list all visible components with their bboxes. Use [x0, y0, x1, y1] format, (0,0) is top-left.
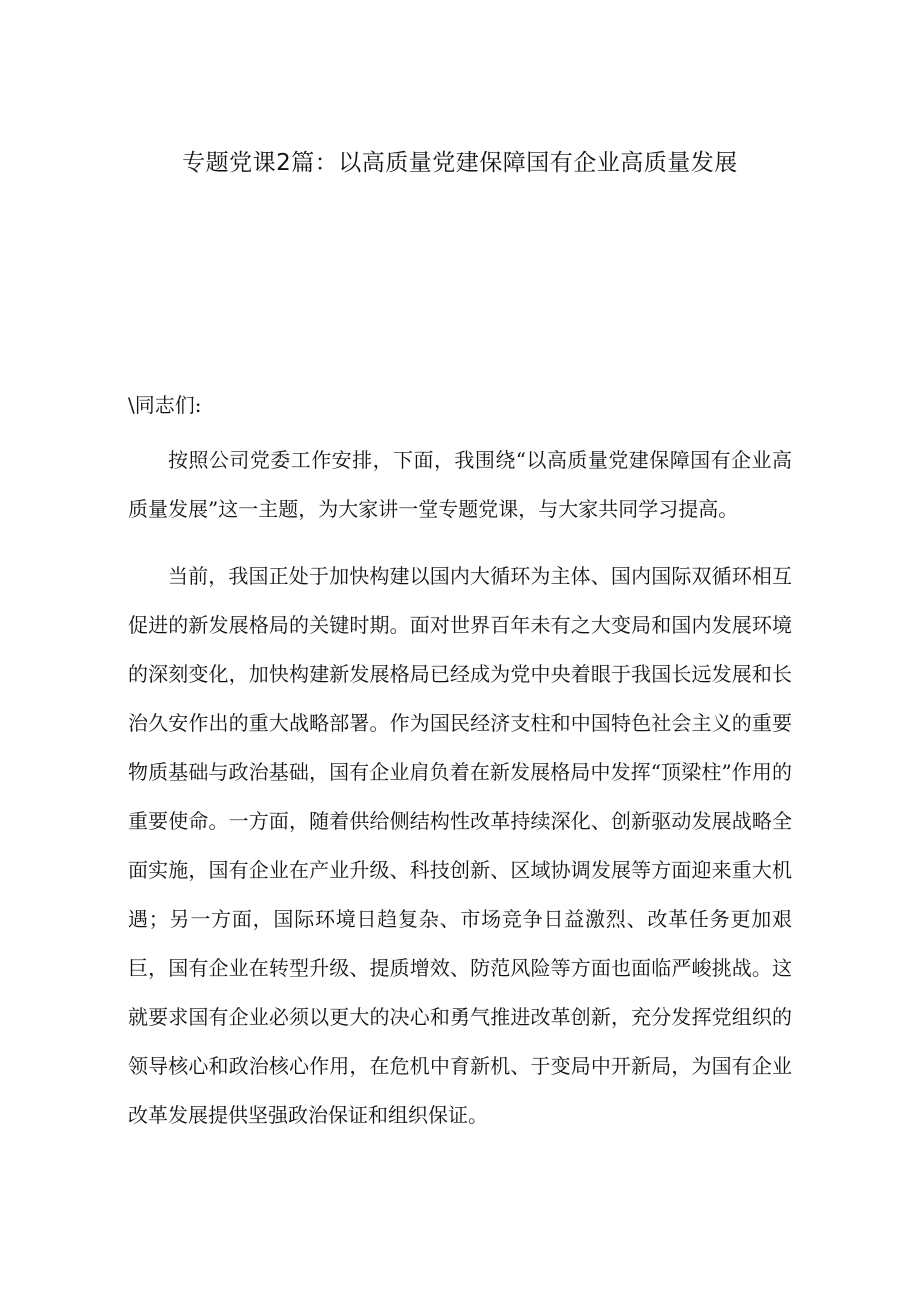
salutation: \同志们: — [128, 393, 202, 417]
document-title: 专题党课2篇：以高质量党建保障国有企业高质量发展 — [182, 150, 738, 176]
paragraph-1: 按照公司党委工作安排，下面，我围绕“以高质量党建保障国有企业高质量发展”这一主题，为大家讲一堂专题党课，与大家共同学习提高。 — [128, 448, 792, 521]
paragraph-2: 当前，我国正处于加快构建以国内大循环为主体、国内国际双循环相互促进的新发展格局的关键时期。面对世界百年未有之大变局和国内发展环境的深刻变化，加快构建新发展格局已经成为党中央着眼于我国长远发展和长治久安作出的重大战略部署。作为国民经济支柱和中国特色社会主义的重要物质基础与政治基础，国有企业肩负着在新发展格局中发挥“顶梁柱”作用的重要使命。一方面，随着供给侧结构性改革持续深化、创新驱动发展战略全面实施，国有企业在产业升级、科技创新、区域协调发展等方面迎来重大机遇；另一方面，国际环境日趋复杂、市场竞争日益激烈、改革任务更加艰巨，国有企业在转型升级、提质增效、防范风险等方面也面临严峻挑战。这就要求国有企业必须以更大的决心和勇气推进改革创新，充分发挥党组织的领导核心和政治核心作用，在危机中育新机、于变局中开新局，为国有企业改革发展提供坚强政治保证和组织保证。 — [128, 564, 792, 1127]
